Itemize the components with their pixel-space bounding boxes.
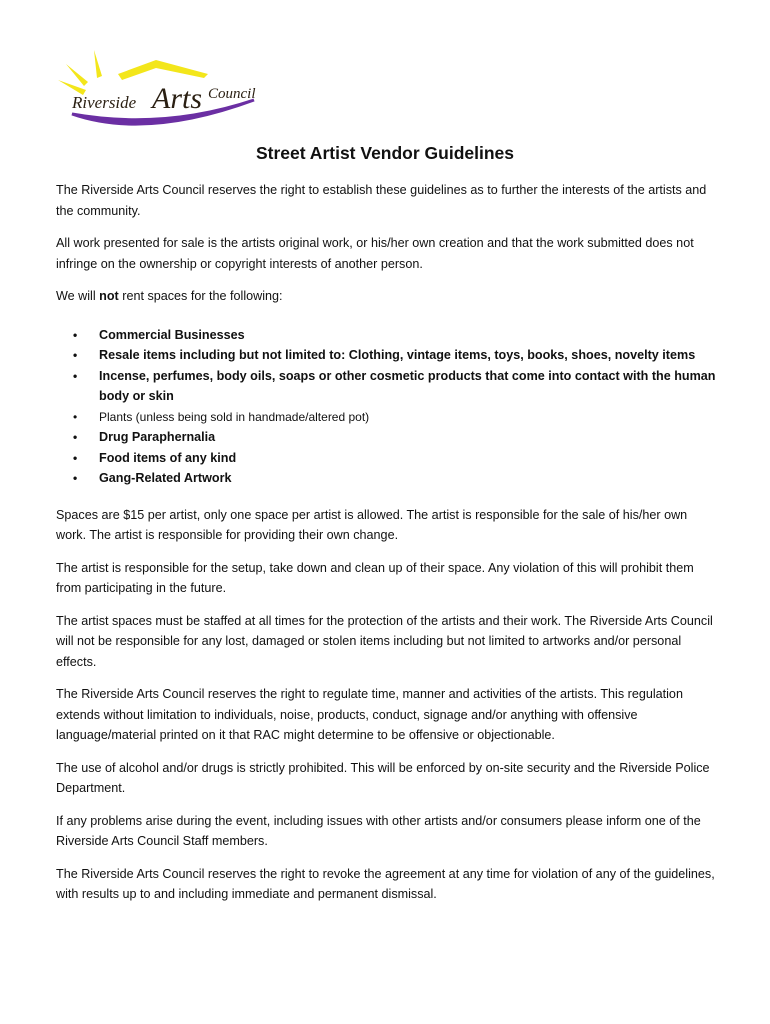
- list-item: [56, 407, 720, 428]
- paragraph-intro-1: The Riverside Arts Council reserves the right to establish these guidelines as to further the interests of the artists and the community.: [56, 183, 707, 218]
- paragraph-problems: If any problems arise during the event, including issues with other artists and/or consumers please inform one of the Riverside Arts Council Staff members.: [56, 813, 701, 848]
- list-item: [56, 345, 720, 366]
- list-item-text: Plants (unless being sold in handmade/altered pot): [99, 409, 370, 424]
- logo-graphic: [58, 44, 268, 128]
- not-rent-after: rent spaces for the following:: [118, 289, 283, 303]
- guidelines-body: [56, 180, 720, 917]
- list-item-text: Food items of any kind: [99, 450, 237, 465]
- paragraph-revoke: The Riverside Arts Council reserves the right to revoke the agreement at any time for violation of any of the guidelines, with results up to and including immediate and permanent dismissal.: [56, 866, 715, 901]
- list-item: [56, 468, 720, 489]
- bullet-icon: •: [73, 471, 78, 485]
- paragraph-alcohol: The use of alcohol and/or drugs is strictly prohibited. This will be enforced by on-site security and the Riverside Police Department.: [56, 760, 710, 795]
- logo-word-council: Council: [208, 86, 256, 102]
- paragraph-not-rent: [56, 286, 720, 307]
- list-item-text: Commercial Businesses: [99, 327, 245, 342]
- list-item: [56, 325, 720, 346]
- bullet-icon: •: [73, 450, 78, 465]
- list-item-text: Resale items including but not limited to: Clothing, vintage items, toys, books, shoes, novelty items: [99, 348, 696, 362]
- logo-word-riverside: Riverside: [72, 93, 137, 112]
- list-item-text: Drug Paraphernalia: [99, 430, 216, 444]
- riverside-arts-council-logo: [58, 44, 268, 128]
- not-rent-emphasis: not: [99, 289, 119, 303]
- paragraph-setup: The artist is responsible for the setup, take down and clean up of their space. Any violation of this will prohibit them from participating in the future.: [56, 560, 694, 595]
- page-title: Street Artist Vendor Guidelines: [255, 143, 515, 163]
- bullet-icon: •: [73, 348, 78, 362]
- prohibited-items-list: [56, 325, 720, 489]
- logo-word-arts: Arts: [152, 82, 203, 115]
- list-item-text: Gang-Related Artwork: [99, 471, 232, 485]
- not-rent-before: We will: [56, 289, 100, 303]
- paragraph-staffing: The artist spaces must be staffed at all times for the protection of the artists and their work. The Riverside Arts Council will not be responsible for any lost, damaged or stolen items including but not limited to artworks and/or personal effects.: [56, 613, 713, 669]
- bullet-icon: •: [73, 368, 78, 383]
- paragraph-intro-2: All work presented for sale is the artists original work, or his/her own creation and that the work submitted does not infringe on the ownership or copyright interests of another person.: [56, 236, 694, 271]
- bullet-icon: •: [73, 409, 78, 424]
- paragraph-regulation: The Riverside Arts Council reserves the right to regulate time, manner and activities of the artists. This regulation extends without limitation to individuals, noise, products, conduct, signage and/or anything with offensive language/material printed on it that RAC might determine to be offensive or objectionable.: [56, 687, 683, 742]
- list-item: [56, 366, 720, 407]
- bullet-icon: •: [73, 430, 78, 444]
- list-item-text: Incense, perfumes, body oils, soaps or other cosmetic products that come into contact with the human body or skin: [99, 368, 716, 403]
- list-item: [56, 448, 720, 469]
- bullet-icon: •: [73, 327, 78, 342]
- paragraph-fees: Spaces are $15 per artist, only one space per artist is allowed. The artist is responsible for the sale of his/her own work. The artist is responsible for providing their own change.: [56, 507, 688, 542]
- list-item: [56, 427, 720, 448]
